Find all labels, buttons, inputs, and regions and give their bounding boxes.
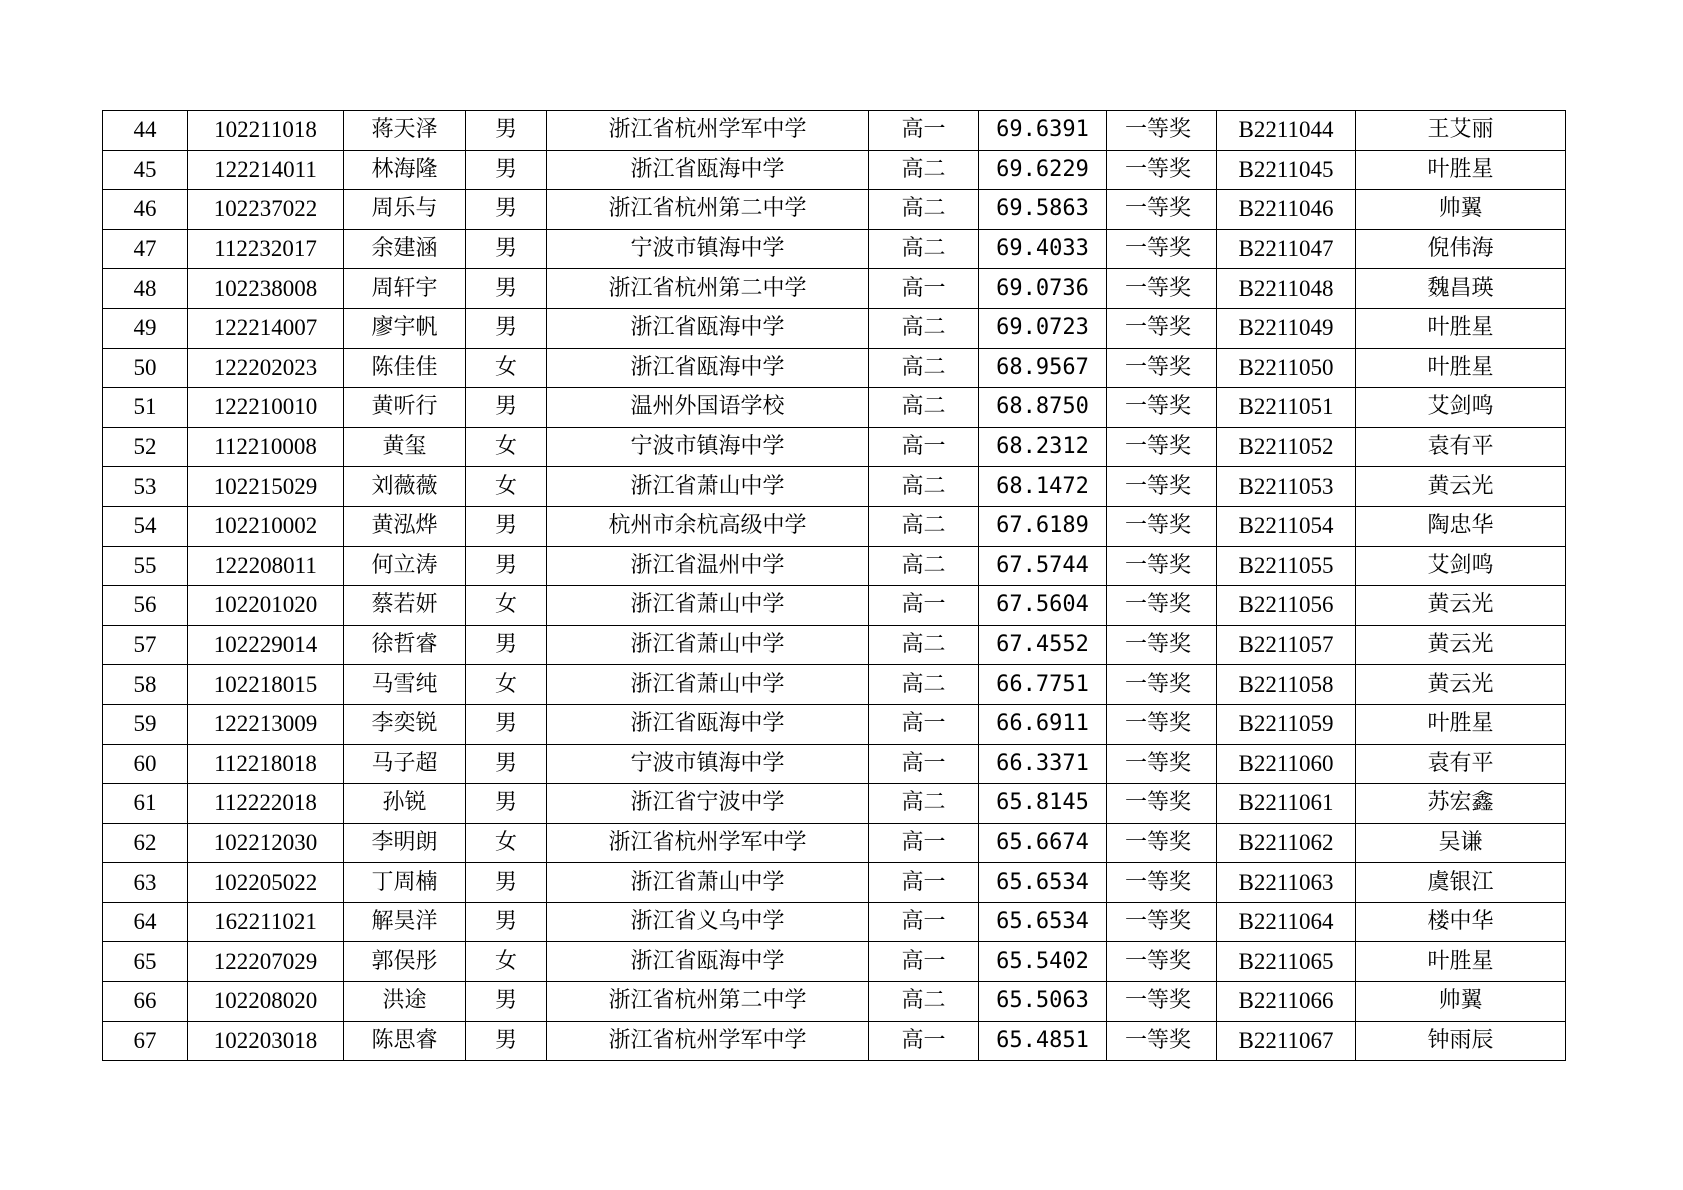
rank-cell: 61 [103,784,188,824]
award-cell: 一等奖 [1107,467,1217,507]
student-name-cell: 李奕锐 [344,704,466,744]
award-cell: 一等奖 [1107,625,1217,665]
certificate-number-cell: B2211063 [1217,863,1356,903]
score-cell: 69.5863 [979,190,1107,230]
table-row [103,744,1566,784]
teacher-cell: 叶胜星 [1356,150,1566,190]
gender-cell: 女 [466,942,547,982]
award-cell: 一等奖 [1107,784,1217,824]
award-cell: 一等奖 [1107,586,1217,626]
award-cell: 一等奖 [1107,704,1217,744]
award-cell: 一等奖 [1107,427,1217,467]
score-cell: 67.5604 [979,586,1107,626]
table-row [103,229,1566,269]
teacher-cell: 黄云光 [1356,586,1566,626]
teacher-cell: 袁有平 [1356,744,1566,784]
student-name-cell: 洪途 [344,982,466,1022]
teacher-cell: 楼中华 [1356,902,1566,942]
student-name-cell: 解昊洋 [344,902,466,942]
score-cell: 65.8145 [979,784,1107,824]
school-cell: 浙江省萧山中学 [547,625,869,665]
table-row [103,823,1566,863]
gender-cell: 男 [466,625,547,665]
certificate-number-cell: B2211057 [1217,625,1356,665]
certificate-number-cell: B2211049 [1217,308,1356,348]
award-cell: 一等奖 [1107,269,1217,309]
gender-cell: 男 [466,269,547,309]
student-id-cell: 122214011 [188,150,344,190]
score-cell: 69.4033 [979,229,1107,269]
school-cell: 浙江省瓯海中学 [547,150,869,190]
award-cell: 一等奖 [1107,229,1217,269]
certificate-number-cell: B2211044 [1217,111,1356,151]
student-name-cell: 余建涵 [344,229,466,269]
rank-cell: 62 [103,823,188,863]
school-cell: 浙江省杭州学军中学 [547,823,869,863]
rank-cell: 46 [103,190,188,230]
rank-cell: 58 [103,665,188,705]
table-row [103,942,1566,982]
grade-cell: 高二 [869,982,979,1022]
rank-cell: 60 [103,744,188,784]
award-cell: 一等奖 [1107,902,1217,942]
grade-cell: 高一 [869,427,979,467]
gender-cell: 男 [466,111,547,151]
student-name-cell: 黄听行 [344,388,466,428]
gender-cell: 男 [466,546,547,586]
certificate-number-cell: B2211056 [1217,586,1356,626]
teacher-cell: 王艾丽 [1356,111,1566,151]
teacher-cell: 叶胜星 [1356,308,1566,348]
rank-cell: 49 [103,308,188,348]
student-name-cell: 孙锐 [344,784,466,824]
student-name-cell: 周乐与 [344,190,466,230]
award-cell: 一等奖 [1107,506,1217,546]
rank-cell: 66 [103,982,188,1022]
grade-cell: 高一 [869,744,979,784]
certificate-number-cell: B2211061 [1217,784,1356,824]
student-id-cell: 102201020 [188,586,344,626]
student-id-cell: 112232017 [188,229,344,269]
score-cell: 65.6534 [979,902,1107,942]
award-cell: 一等奖 [1107,150,1217,190]
grade-cell: 高二 [869,506,979,546]
grade-cell: 高一 [869,823,979,863]
rank-cell: 51 [103,388,188,428]
school-cell: 浙江省瓯海中学 [547,704,869,744]
certificate-number-cell: B2211058 [1217,665,1356,705]
grade-cell: 高一 [869,111,979,151]
gender-cell: 男 [466,190,547,230]
grade-cell: 高二 [869,190,979,230]
rank-cell: 47 [103,229,188,269]
student-name-cell: 陈思睿 [344,1021,466,1061]
student-id-cell: 112210008 [188,427,344,467]
certificate-number-cell: B2211051 [1217,388,1356,428]
student-id-cell: 102237022 [188,190,344,230]
rank-cell: 44 [103,111,188,151]
rank-cell: 64 [103,902,188,942]
score-cell: 69.0736 [979,269,1107,309]
teacher-cell: 叶胜星 [1356,704,1566,744]
student-id-cell: 122213009 [188,704,344,744]
certificate-number-cell: B2211054 [1217,506,1356,546]
award-cell: 一等奖 [1107,111,1217,151]
certificate-number-cell: B2211050 [1217,348,1356,388]
award-results-table [102,110,1566,1061]
gender-cell: 男 [466,506,547,546]
certificate-number-cell: B2211059 [1217,704,1356,744]
award-cell: 一等奖 [1107,308,1217,348]
rank-cell: 57 [103,625,188,665]
school-cell: 浙江省杭州第二中学 [547,190,869,230]
score-cell: 69.0723 [979,308,1107,348]
student-id-cell: 102208020 [188,982,344,1022]
table-row [103,1021,1566,1061]
student-id-cell: 122207029 [188,942,344,982]
score-cell: 66.3371 [979,744,1107,784]
gender-cell: 男 [466,150,547,190]
award-cell: 一等奖 [1107,863,1217,903]
table-row [103,467,1566,507]
table-row [103,704,1566,744]
table-row [103,388,1566,428]
score-cell: 69.6391 [979,111,1107,151]
gender-cell: 女 [466,823,547,863]
table-row [103,784,1566,824]
certificate-number-cell: B2211047 [1217,229,1356,269]
teacher-cell: 苏宏鑫 [1356,784,1566,824]
table-row [103,625,1566,665]
school-cell: 浙江省杭州学军中学 [547,1021,869,1061]
rank-cell: 50 [103,348,188,388]
student-name-cell: 马子超 [344,744,466,784]
school-cell: 浙江省瓯海中学 [547,942,869,982]
student-name-cell: 陈佳佳 [344,348,466,388]
student-id-cell: 112222018 [188,784,344,824]
certificate-number-cell: B2211052 [1217,427,1356,467]
gender-cell: 女 [466,427,547,467]
score-cell: 67.5744 [979,546,1107,586]
gender-cell: 男 [466,308,547,348]
student-name-cell: 蔡若妍 [344,586,466,626]
rank-cell: 59 [103,704,188,744]
school-cell: 宁波市镇海中学 [547,427,869,467]
score-cell: 66.6911 [979,704,1107,744]
award-cell: 一等奖 [1107,665,1217,705]
score-cell: 65.4851 [979,1021,1107,1061]
teacher-cell: 钟雨辰 [1356,1021,1566,1061]
gender-cell: 男 [466,704,547,744]
award-cell: 一等奖 [1107,348,1217,388]
student-id-cell: 102215029 [188,467,344,507]
teacher-cell: 叶胜星 [1356,942,1566,982]
rank-cell: 45 [103,150,188,190]
grade-cell: 高二 [869,150,979,190]
table-row [103,269,1566,309]
teacher-cell: 吴谦 [1356,823,1566,863]
score-cell: 66.7751 [979,665,1107,705]
student-name-cell: 徐哲睿 [344,625,466,665]
certificate-number-cell: B2211048 [1217,269,1356,309]
teacher-cell: 陶忠华 [1356,506,1566,546]
school-cell: 宁波市镇海中学 [547,744,869,784]
student-name-cell: 蒋天泽 [344,111,466,151]
score-cell: 68.9567 [979,348,1107,388]
award-cell: 一等奖 [1107,744,1217,784]
grade-cell: 高二 [869,546,979,586]
certificate-number-cell: B2211067 [1217,1021,1356,1061]
student-id-cell: 102203018 [188,1021,344,1061]
score-cell: 68.8750 [979,388,1107,428]
award-cell: 一等奖 [1107,388,1217,428]
gender-cell: 男 [466,863,547,903]
student-id-cell: 112218018 [188,744,344,784]
teacher-cell: 帅翼 [1356,190,1566,230]
score-cell: 67.4552 [979,625,1107,665]
school-cell: 浙江省瓯海中学 [547,308,869,348]
certificate-number-cell: B2211046 [1217,190,1356,230]
grade-cell: 高一 [869,1021,979,1061]
school-cell: 浙江省瓯海中学 [547,348,869,388]
grade-cell: 高一 [869,586,979,626]
teacher-cell: 黄云光 [1356,467,1566,507]
rank-cell: 56 [103,586,188,626]
gender-cell: 男 [466,388,547,428]
grade-cell: 高二 [869,467,979,507]
teacher-cell: 黄云光 [1356,625,1566,665]
gender-cell: 男 [466,784,547,824]
student-name-cell: 刘薇薇 [344,467,466,507]
school-cell: 宁波市镇海中学 [547,229,869,269]
teacher-cell: 倪伟海 [1356,229,1566,269]
table-row [103,111,1566,151]
grade-cell: 高二 [869,308,979,348]
school-cell: 浙江省杭州第二中学 [547,982,869,1022]
gender-cell: 男 [466,229,547,269]
teacher-cell: 帅翼 [1356,982,1566,1022]
award-cell: 一等奖 [1107,982,1217,1022]
school-cell: 浙江省温州中学 [547,546,869,586]
school-cell: 浙江省宁波中学 [547,784,869,824]
student-id-cell: 122210010 [188,388,344,428]
school-cell: 温州外国语学校 [547,388,869,428]
gender-cell: 女 [466,348,547,388]
school-cell: 杭州市余杭高级中学 [547,506,869,546]
table-row [103,150,1566,190]
grade-cell: 高二 [869,665,979,705]
table-row [103,190,1566,230]
school-cell: 浙江省萧山中学 [547,586,869,626]
student-name-cell: 李明朗 [344,823,466,863]
award-cell: 一等奖 [1107,942,1217,982]
gender-cell: 男 [466,982,547,1022]
grade-cell: 高一 [869,942,979,982]
score-cell: 65.5063 [979,982,1107,1022]
teacher-cell: 艾剑鸣 [1356,388,1566,428]
score-cell: 67.6189 [979,506,1107,546]
rank-cell: 54 [103,506,188,546]
award-cell: 一等奖 [1107,823,1217,863]
student-id-cell: 122208011 [188,546,344,586]
score-cell: 68.2312 [979,427,1107,467]
student-id-cell: 122214007 [188,308,344,348]
grade-cell: 高一 [869,269,979,309]
teacher-cell: 袁有平 [1356,427,1566,467]
table-row [103,982,1566,1022]
grade-cell: 高二 [869,348,979,388]
teacher-cell: 虞银江 [1356,863,1566,903]
rank-cell: 67 [103,1021,188,1061]
student-id-cell: 102205022 [188,863,344,903]
table-row [103,586,1566,626]
school-cell: 浙江省萧山中学 [547,665,869,705]
school-cell: 浙江省萧山中学 [547,863,869,903]
certificate-number-cell: B2211053 [1217,467,1356,507]
student-name-cell: 林海隆 [344,150,466,190]
certificate-number-cell: B2211066 [1217,982,1356,1022]
certificate-number-cell: B2211045 [1217,150,1356,190]
table-body [103,111,1566,1061]
score-cell: 68.1472 [979,467,1107,507]
teacher-cell: 叶胜星 [1356,348,1566,388]
gender-cell: 女 [466,665,547,705]
gender-cell: 男 [466,902,547,942]
school-cell: 浙江省义乌中学 [547,902,869,942]
gender-cell: 男 [466,744,547,784]
student-id-cell: 102218015 [188,665,344,705]
table-row [103,902,1566,942]
rank-cell: 52 [103,427,188,467]
school-cell: 浙江省萧山中学 [547,467,869,507]
student-id-cell: 102238008 [188,269,344,309]
certificate-number-cell: B2211065 [1217,942,1356,982]
certificate-number-cell: B2211064 [1217,902,1356,942]
student-name-cell: 黄玺 [344,427,466,467]
table-row [103,427,1566,467]
score-cell: 65.6534 [979,863,1107,903]
award-cell: 一等奖 [1107,190,1217,230]
teacher-cell: 黄云光 [1356,665,1566,705]
rank-cell: 63 [103,863,188,903]
student-id-cell: 162211021 [188,902,344,942]
grade-cell: 高一 [869,863,979,903]
score-cell: 65.6674 [979,823,1107,863]
table-row [103,546,1566,586]
grade-cell: 高二 [869,625,979,665]
certificate-number-cell: B2211060 [1217,744,1356,784]
award-cell: 一等奖 [1107,1021,1217,1061]
grade-cell: 高二 [869,784,979,824]
student-name-cell: 郭俣彤 [344,942,466,982]
score-cell: 69.6229 [979,150,1107,190]
grade-cell: 高一 [869,902,979,942]
score-cell: 65.5402 [979,942,1107,982]
rank-cell: 48 [103,269,188,309]
grade-cell: 高一 [869,704,979,744]
student-name-cell: 黄泓烨 [344,506,466,546]
gender-cell: 女 [466,467,547,507]
school-cell: 浙江省杭州学军中学 [547,111,869,151]
school-cell: 浙江省杭州第二中学 [547,269,869,309]
student-name-cell: 周轩宇 [344,269,466,309]
student-name-cell: 马雪纯 [344,665,466,705]
teacher-cell: 魏昌瑛 [1356,269,1566,309]
student-id-cell: 122202023 [188,348,344,388]
gender-cell: 男 [466,1021,547,1061]
rank-cell: 65 [103,942,188,982]
grade-cell: 高二 [869,388,979,428]
table-row [103,863,1566,903]
gender-cell: 女 [466,586,547,626]
grade-cell: 高二 [869,229,979,269]
student-name-cell: 廖宇帆 [344,308,466,348]
award-cell: 一等奖 [1107,546,1217,586]
certificate-number-cell: B2211055 [1217,546,1356,586]
table-row [103,348,1566,388]
student-id-cell: 102211018 [188,111,344,151]
table-row [103,308,1566,348]
certificate-number-cell: B2211062 [1217,823,1356,863]
rank-cell: 55 [103,546,188,586]
student-name-cell: 丁周楠 [344,863,466,903]
teacher-cell: 艾剑鸣 [1356,546,1566,586]
student-name-cell: 何立涛 [344,546,466,586]
student-id-cell: 102210002 [188,506,344,546]
student-id-cell: 102212030 [188,823,344,863]
table-row [103,506,1566,546]
student-id-cell: 102229014 [188,625,344,665]
table-row [103,665,1566,705]
rank-cell: 53 [103,467,188,507]
